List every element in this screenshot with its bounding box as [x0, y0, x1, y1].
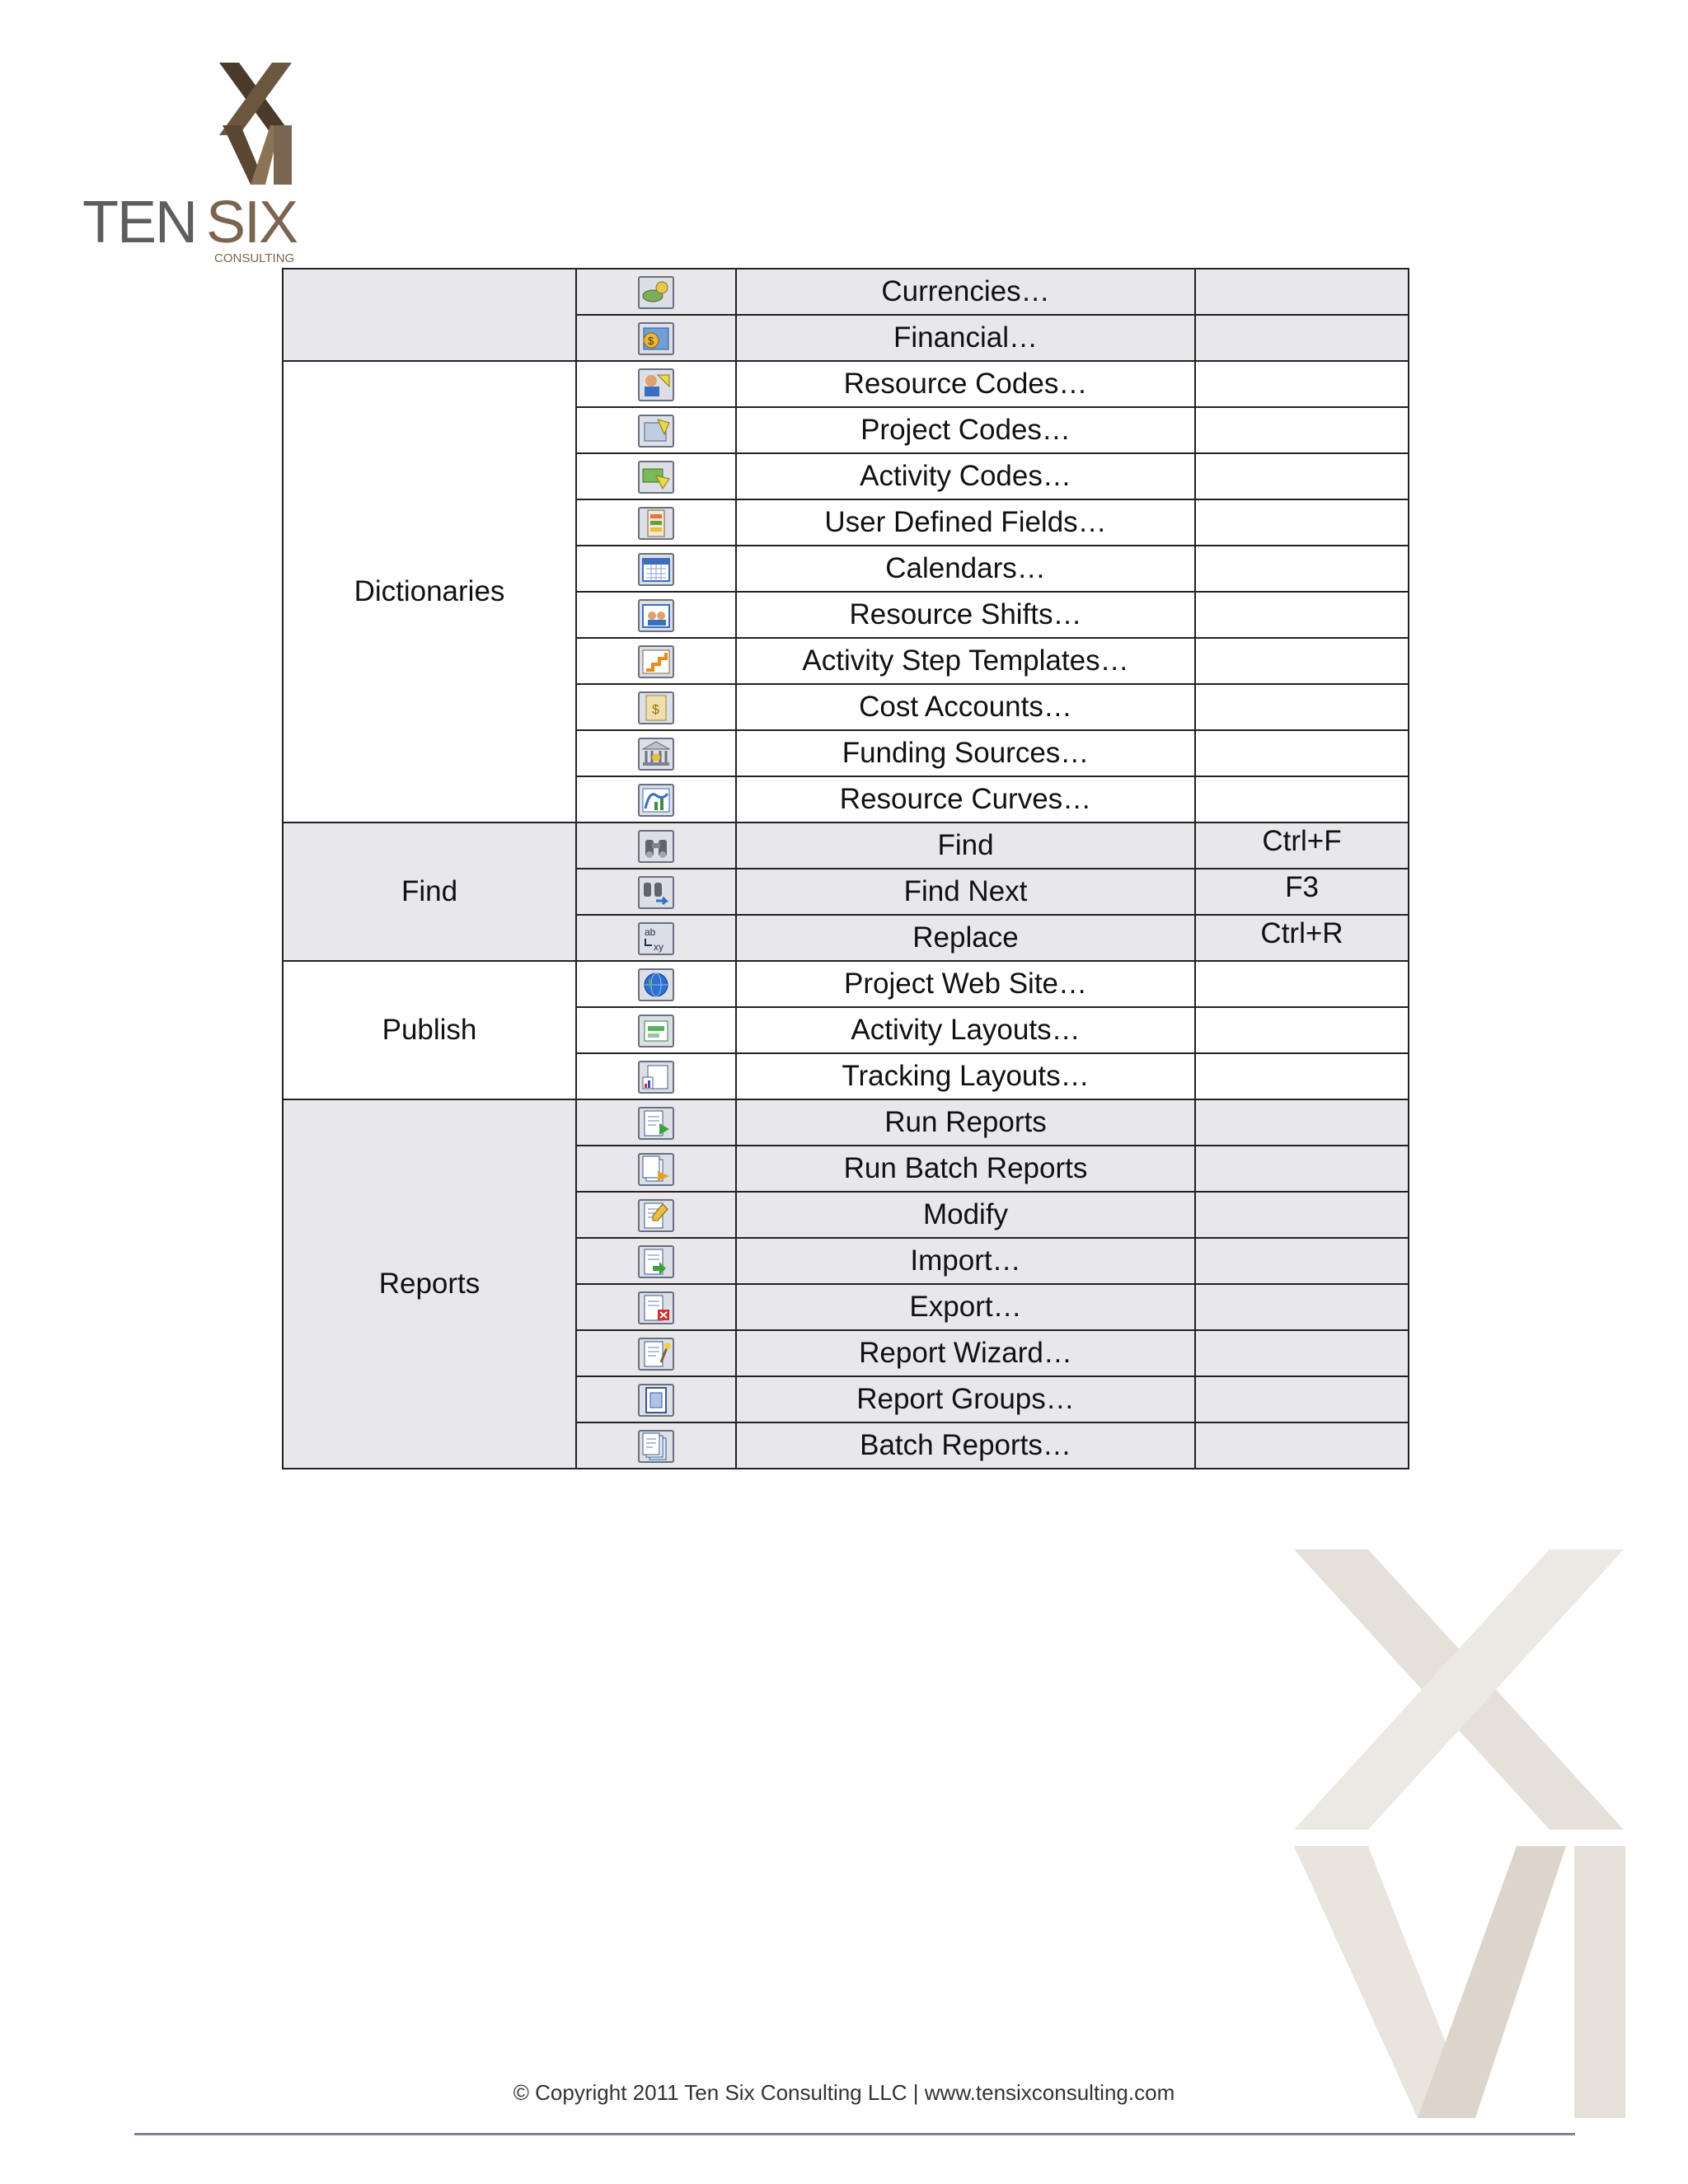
- menu-item-label: Cost Accounts…: [736, 684, 1195, 730]
- svg-text:$: $: [648, 334, 654, 347]
- menu-item-shortcut: [1195, 453, 1409, 499]
- menu-item-shortcut: [1195, 684, 1409, 730]
- menu-item-label: User Defined Fields…: [736, 499, 1195, 546]
- icon-cell: [576, 1422, 736, 1469]
- icon-cell: [576, 915, 736, 961]
- table-row: [283, 361, 1409, 407]
- menu-item-shortcut: [1195, 1007, 1409, 1053]
- icon-cell: [576, 269, 736, 315]
- menu-item-label: Tracking Layouts…: [736, 1053, 1195, 1099]
- icon-cell: [576, 961, 736, 1007]
- menu-item-shortcut: [1195, 1192, 1409, 1238]
- user-defined-fields-icon: [638, 507, 674, 540]
- menu-item-label: Financial…: [736, 315, 1195, 361]
- project-codes-icon: [638, 415, 674, 448]
- menu-item-label: Resource Shifts…: [736, 592, 1195, 638]
- logo-wordmark-six: SIX: [206, 190, 298, 255]
- resource-codes-icon: [638, 368, 674, 401]
- menu-item-shortcut: [1195, 361, 1409, 407]
- modify-report-icon: [638, 1199, 674, 1232]
- table-row: [283, 961, 1409, 1007]
- menu-item-shortcut: [1195, 1053, 1409, 1099]
- report-groups-icon: [638, 1384, 674, 1417]
- menu-item-label: Batch Reports…: [736, 1422, 1195, 1469]
- menu-item-shortcut: Ctrl+R: [1195, 915, 1409, 961]
- icon-cell: [576, 499, 736, 546]
- menu-item-label: Currencies…: [736, 269, 1195, 315]
- find-next-icon: [638, 876, 674, 909]
- icon-cell: [576, 1284, 736, 1330]
- tracking-layouts-icon: [638, 1061, 674, 1094]
- svg-text:xy: xy: [654, 940, 663, 953]
- icon-cell: [576, 1376, 736, 1422]
- menu-item-shortcut: [1195, 546, 1409, 592]
- icon-cell: [576, 1099, 736, 1146]
- logo-wordmark-ten: TEN: [82, 190, 196, 255]
- table-row: [283, 269, 1409, 315]
- menu-item-label: Calendars…: [736, 546, 1195, 592]
- xvi-watermark: [1294, 1549, 1632, 2126]
- resource-curves-icon: [638, 784, 674, 817]
- menu-item-shortcut: [1195, 499, 1409, 546]
- menu-item-label: Import…: [736, 1238, 1195, 1284]
- icon-cell: [576, 453, 736, 499]
- icon-cell: [576, 1238, 736, 1284]
- menu-item-label: Activity Step Templates…: [736, 638, 1195, 684]
- menu-commands-table: [282, 268, 1409, 1469]
- icon-cell: [576, 1007, 736, 1053]
- icon-cell: [576, 1192, 736, 1238]
- icon-cell: [576, 1053, 736, 1099]
- menu-item-label: Activity Codes…: [736, 453, 1195, 499]
- menu-item-shortcut: [1195, 315, 1409, 361]
- report-wizard-icon: [638, 1338, 674, 1371]
- svg-text:ab: ab: [645, 926, 656, 938]
- financial-icon: [638, 322, 674, 355]
- binoculars-icon: [638, 830, 674, 863]
- run-reports-icon: [638, 1107, 674, 1140]
- menu-item-shortcut: [1195, 638, 1409, 684]
- table-row: [283, 1099, 1409, 1146]
- icon-cell: [576, 869, 736, 915]
- export-report-icon: [638, 1291, 674, 1324]
- menu-item-shortcut: [1195, 1422, 1409, 1469]
- menu-item-shortcut: [1195, 269, 1409, 315]
- menu-item-shortcut: Ctrl+F: [1195, 823, 1409, 869]
- menu-item-label: Activity Layouts…: [736, 1007, 1195, 1053]
- icon-cell: [576, 776, 736, 823]
- menu-group-label: Dictionaries: [283, 361, 576, 823]
- activity-step-templates-icon: [638, 645, 674, 678]
- icon-cell: [576, 1330, 736, 1376]
- menu-item-label: Project Web Site…: [736, 961, 1195, 1007]
- icon-cell: [576, 1146, 736, 1192]
- menu-group-label: Reports: [283, 1099, 576, 1469]
- menu-item-label: Find: [736, 823, 1195, 869]
- menu-item-shortcut: [1195, 1330, 1409, 1376]
- icon-cell: [576, 823, 736, 869]
- menu-item-label: Modify: [736, 1192, 1195, 1238]
- icon-cell: [576, 730, 736, 776]
- menu-group-label: Find: [283, 823, 576, 961]
- icon-cell: [576, 361, 736, 407]
- menu-item-shortcut: [1195, 1238, 1409, 1284]
- menu-item-shortcut: [1195, 407, 1409, 453]
- footer-copyright: © Copyright 2011 Ten Six Consulting LLC | www.tensixconsulting.com: [513, 2080, 1175, 2105]
- menu-item-shortcut: [1195, 1146, 1409, 1192]
- menu-group-label: [283, 269, 576, 361]
- menu-item-shortcut: [1195, 1376, 1409, 1422]
- resource-shifts-icon: [638, 599, 674, 632]
- menu-item-shortcut: [1195, 730, 1409, 776]
- menu-item-shortcut: [1195, 961, 1409, 1007]
- calendars-icon: [638, 553, 674, 586]
- cost-accounts-icon: [638, 691, 674, 724]
- funding-sources-icon: [638, 738, 674, 771]
- menu-item-shortcut: [1195, 592, 1409, 638]
- activity-codes-icon: [638, 461, 674, 494]
- footer-divider: [134, 2133, 1575, 2135]
- svg-text:$: $: [652, 702, 659, 717]
- menu-item-label: Report Groups…: [736, 1376, 1195, 1422]
- icon-cell: [576, 546, 736, 592]
- menu-item-label: Run Batch Reports: [736, 1146, 1195, 1192]
- icon-cell: [576, 684, 736, 730]
- menu-item-label: Find Next: [736, 869, 1195, 915]
- icon-cell: [576, 638, 736, 684]
- menu-item-label: Funding Sources…: [736, 730, 1195, 776]
- menu-item-label: Resource Curves…: [736, 776, 1195, 823]
- batch-reports-icon: [638, 1430, 674, 1463]
- menu-item-label: Project Codes…: [736, 407, 1195, 453]
- tensix-logo: [82, 59, 321, 265]
- menu-item-label: Report Wizard…: [736, 1330, 1195, 1376]
- menu-item-label: Replace: [736, 915, 1195, 961]
- menu-item-label: Resource Codes…: [736, 361, 1195, 407]
- icon-cell: [576, 407, 736, 453]
- globe-icon: [638, 968, 674, 1001]
- run-batch-reports-icon: [638, 1153, 674, 1186]
- menu-item-shortcut: F3: [1195, 869, 1409, 915]
- replace-icon: [638, 922, 674, 955]
- icon-cell: [576, 592, 736, 638]
- menu-group-label: Publish: [283, 961, 576, 1099]
- currencies-icon: [638, 276, 674, 309]
- menu-item-shortcut: [1195, 1099, 1409, 1146]
- import-report-icon: [638, 1245, 674, 1278]
- menu-item-label: Export…: [736, 1284, 1195, 1330]
- logo-tagline: CONSULTING: [214, 251, 295, 265]
- menu-item-shortcut: [1195, 1284, 1409, 1330]
- menu-item-label: Run Reports: [736, 1099, 1195, 1146]
- activity-layouts-icon: [638, 1015, 674, 1047]
- table-row: [283, 823, 1409, 869]
- menu-item-shortcut: [1195, 776, 1409, 823]
- icon-cell: [576, 315, 736, 361]
